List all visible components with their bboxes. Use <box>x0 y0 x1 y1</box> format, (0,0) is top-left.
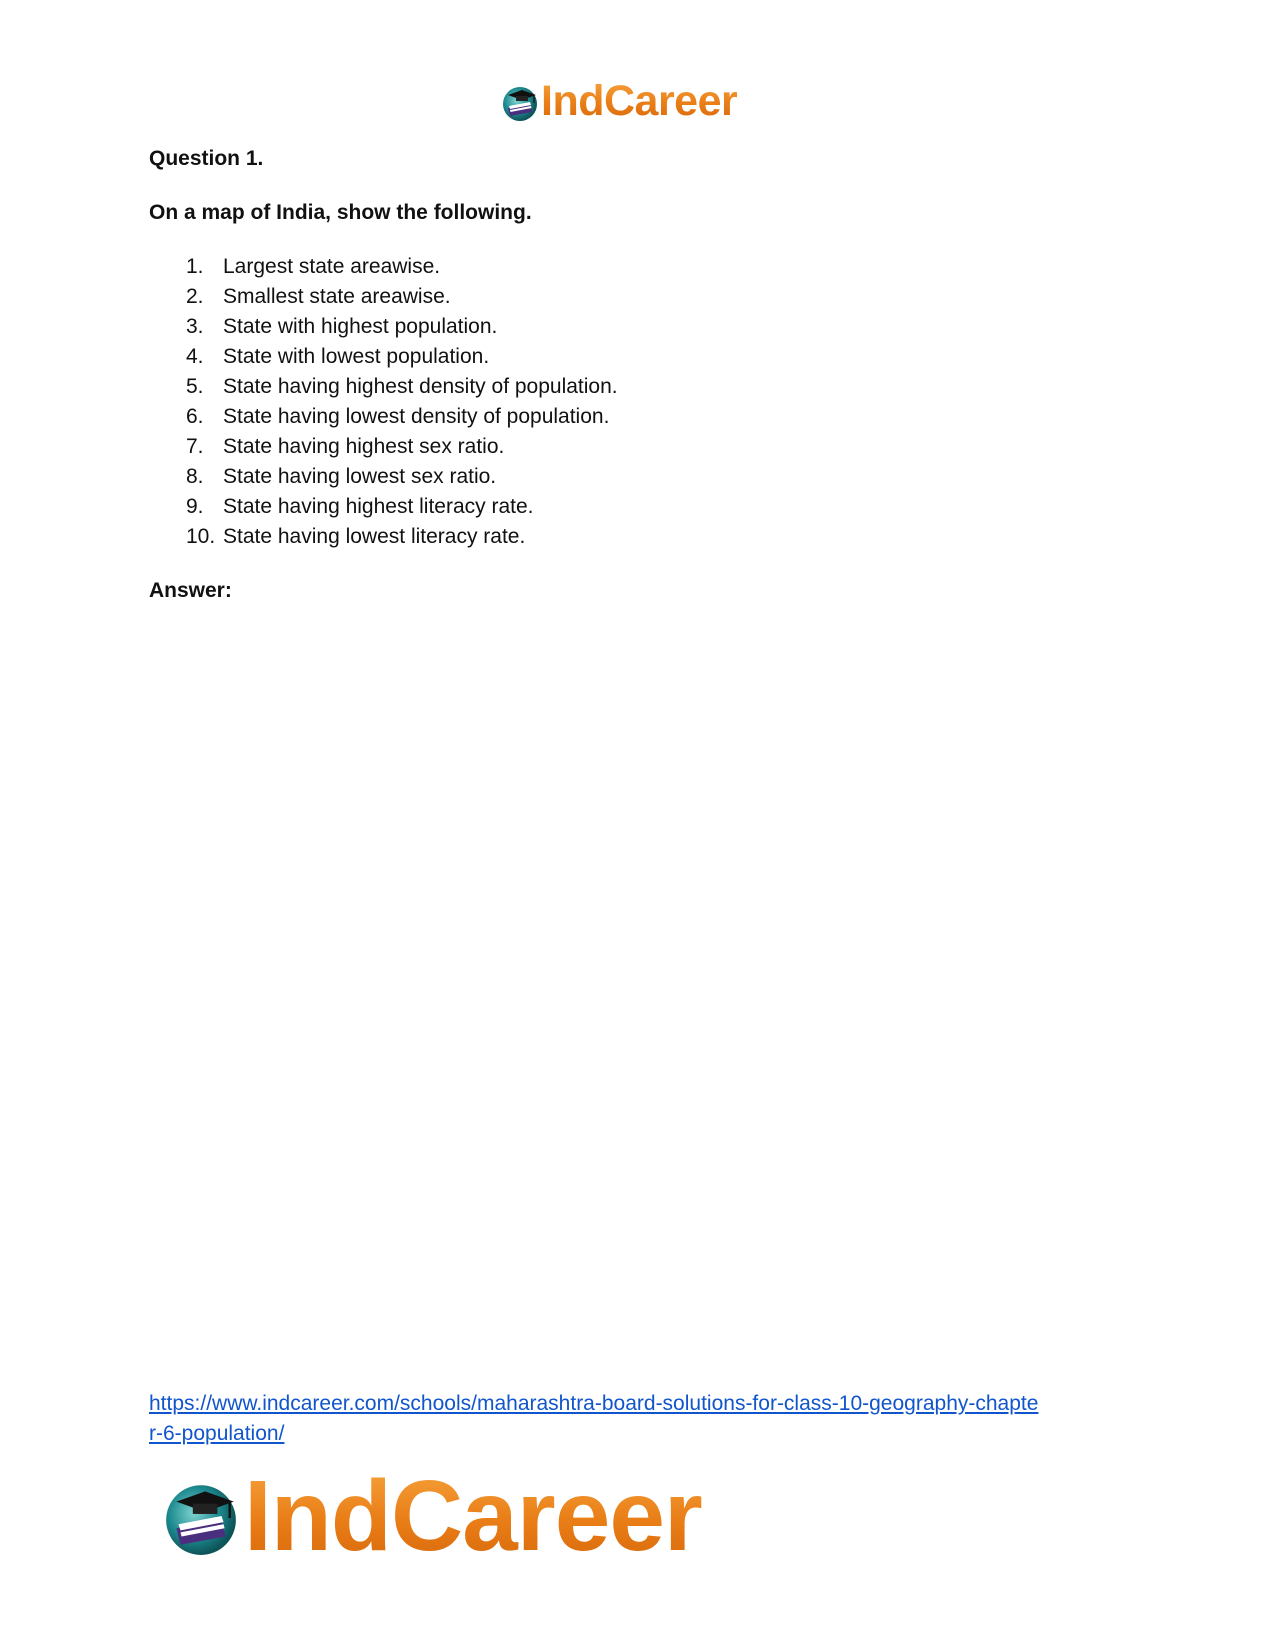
list-item-number: 10. <box>186 525 216 548</box>
list-item-text: State having lowest literacy rate. <box>223 525 526 548</box>
logo-wordmark: IndCareer <box>541 77 738 125</box>
list-item <box>149 372 1129 402</box>
question-text: On a map of India, show the following. <box>149 201 532 224</box>
list-item-number: 7. <box>186 435 204 458</box>
graduation-globe-icon <box>500 82 540 122</box>
list-item-number: 2. <box>186 285 204 308</box>
list-item-text: State having highest sex ratio. <box>223 435 505 458</box>
list-item-text: State having highest literacy rate. <box>223 495 534 518</box>
list-item <box>149 312 1129 342</box>
graduation-globe-icon <box>160 1475 242 1557</box>
list-item-number: 5. <box>186 375 204 398</box>
question-block <box>149 146 1129 604</box>
list-item-number: 3. <box>186 315 204 338</box>
list-item-text: State with lowest population. <box>223 345 490 368</box>
list-item-text: Largest state areawise. <box>223 255 441 278</box>
list-item-number: 6. <box>186 405 204 428</box>
list-item <box>149 282 1129 312</box>
source-link-line2: r-6-population/ <box>149 1422 285 1445</box>
list-item-text: State having lowest density of population. <box>223 405 610 428</box>
list-item <box>149 342 1129 372</box>
list-item <box>149 252 1129 282</box>
logo-wordmark: IndCareer <box>244 1460 702 1572</box>
question-items-list <box>149 252 1129 552</box>
list-item-text: State with highest population. <box>223 315 498 338</box>
list-item-number: 4. <box>186 345 204 368</box>
question-title: Question 1. <box>149 147 264 170</box>
list-item-text: State having lowest sex ratio. <box>223 465 497 488</box>
list-item <box>149 522 1129 552</box>
source-link[interactable] <box>149 1389 1129 1449</box>
list-item-text: Smallest state areawise. <box>223 285 451 308</box>
list-item-number: 9. <box>186 495 204 518</box>
list-item <box>149 432 1129 462</box>
list-item <box>149 402 1129 432</box>
answer-label: Answer: <box>149 579 232 602</box>
list-item-text: State having highest density of population. <box>223 375 618 398</box>
list-item <box>149 462 1129 492</box>
list-item <box>149 492 1129 522</box>
list-item-number: 1. <box>186 255 204 278</box>
footer-logo <box>160 1460 702 1572</box>
source-link-line1: https://www.indcareer.com/schools/maharashtra-board-solutions-for-class-10-geography-chapte <box>149 1392 1039 1415</box>
list-item-number: 8. <box>186 465 204 488</box>
header-logo <box>500 77 738 125</box>
